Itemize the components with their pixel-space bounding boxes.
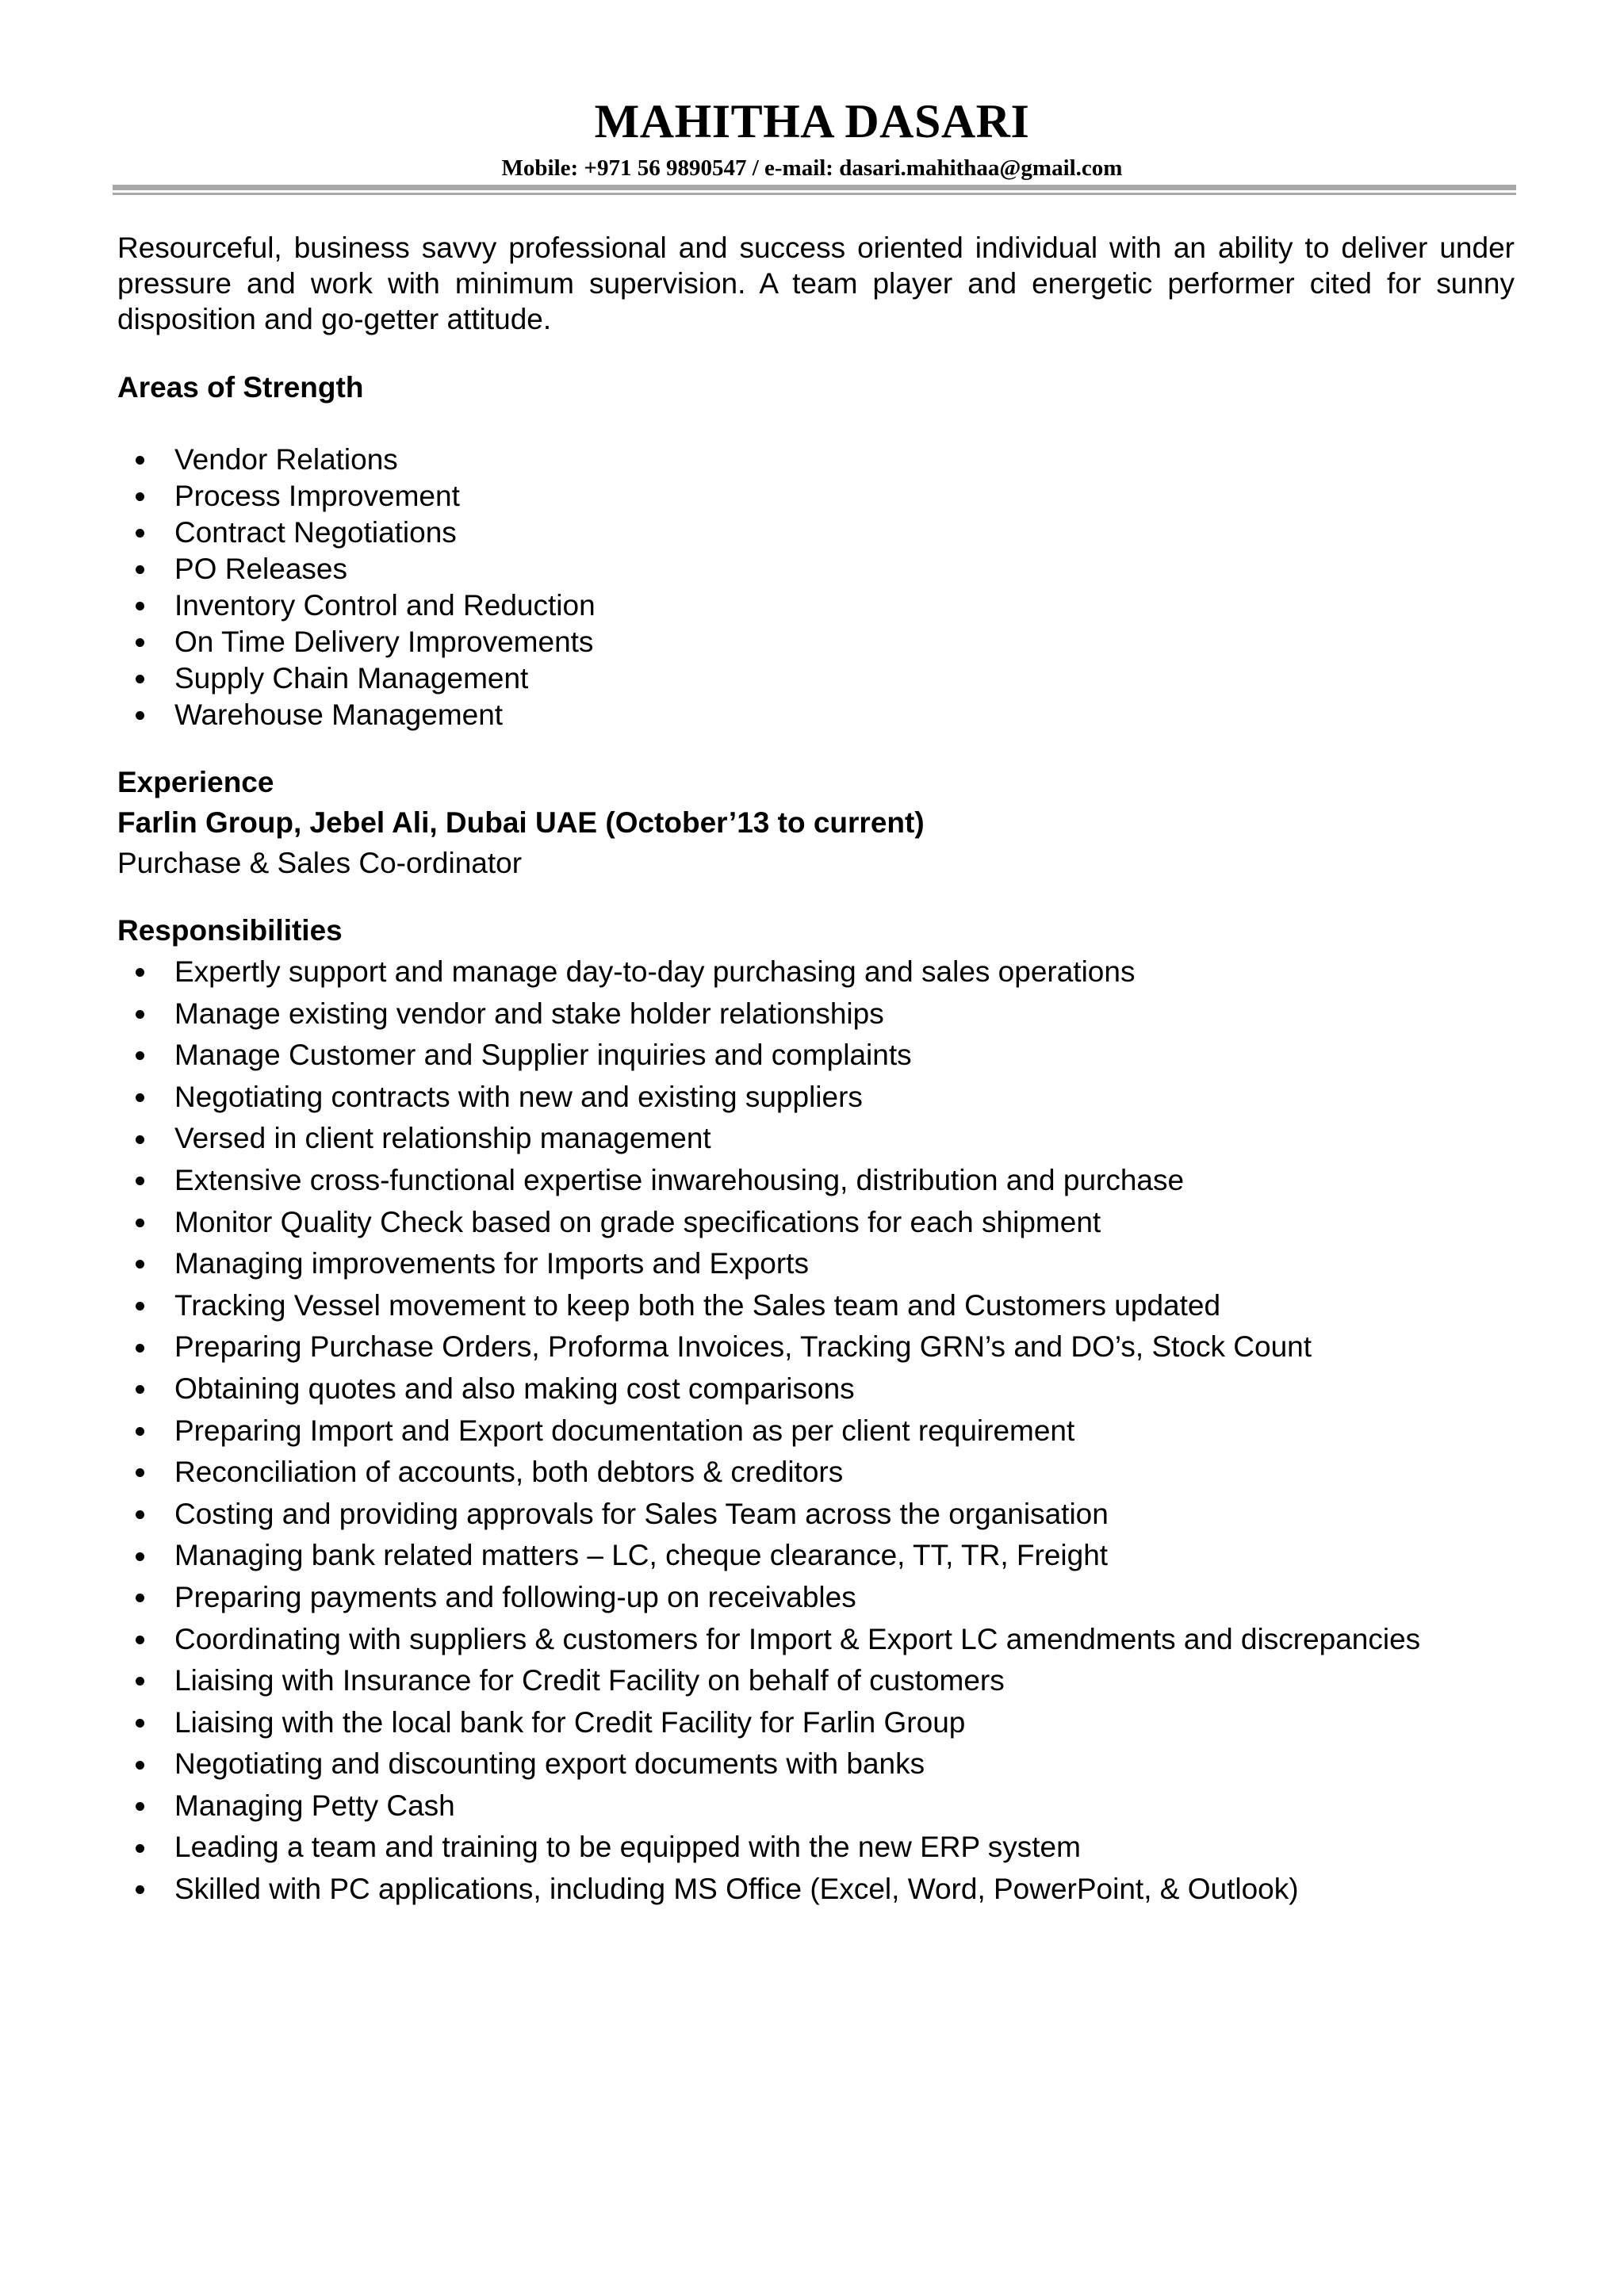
list-item bbox=[117, 515, 1515, 551]
strength-item: On Time Delivery Improvements bbox=[174, 626, 594, 658]
list-item bbox=[117, 1243, 1515, 1285]
list-item bbox=[117, 1702, 1515, 1744]
bullet-icon bbox=[136, 1802, 144, 1811]
responsibility-item: Preparing Purchase Orders, Proforma Invoices, Tracking GRN’s and DO’s, Stock Count bbox=[174, 1330, 1312, 1364]
list-item bbox=[117, 993, 1515, 1035]
responsibility-item: Preparing payments and following-up on receivables bbox=[174, 1580, 856, 1613]
bullet-icon bbox=[136, 1344, 144, 1353]
strength-item: Vendor Relations bbox=[174, 443, 398, 476]
list-item bbox=[117, 1660, 1515, 1702]
responsibility-item: Skilled with PC applications, including MS Office (Excel, Word, PowerPoint, & Outlook) bbox=[174, 1873, 1299, 1906]
bullet-icon bbox=[136, 492, 144, 501]
responsibility-item: Liaising with the local bank for Credit Facility for Farlin Group bbox=[174, 1705, 966, 1739]
bullet-icon bbox=[136, 638, 144, 647]
bullet-icon bbox=[136, 1719, 144, 1728]
list-item bbox=[117, 1827, 1515, 1869]
list-item bbox=[117, 478, 1515, 515]
list-item bbox=[117, 660, 1515, 697]
bullet-icon bbox=[136, 1302, 144, 1311]
bullet-icon bbox=[136, 1177, 144, 1185]
list-item bbox=[117, 1410, 1515, 1452]
responsibility-item: Negotiating and discounting export documents with banks bbox=[174, 1747, 925, 1781]
bullet-icon bbox=[136, 968, 144, 977]
bullet-icon bbox=[136, 1636, 144, 1644]
bullet-icon bbox=[136, 1761, 144, 1770]
bullet-icon bbox=[136, 1594, 144, 1602]
responsibility-item: Manage Customer and Supplier inquiries and complaints bbox=[174, 1039, 912, 1072]
responsibility-item: Expertly support and manage day-to-day purchasing and sales operations bbox=[174, 955, 1136, 988]
list-item bbox=[117, 624, 1515, 660]
bullet-icon bbox=[136, 565, 144, 574]
list-item bbox=[117, 1202, 1515, 1244]
list-item bbox=[117, 1077, 1515, 1119]
list-item bbox=[117, 1326, 1515, 1368]
list-item bbox=[117, 1619, 1515, 1661]
experience-company: Farlin Group, Jebel Ali, Dubai UAE (October’13 to current) bbox=[117, 806, 925, 839]
bullet-icon bbox=[136, 1219, 144, 1227]
strengths-list bbox=[117, 442, 1515, 733]
list-item bbox=[117, 1452, 1515, 1494]
experience-role: Purchase & Sales Co-ordinator bbox=[117, 847, 523, 879]
responsibility-item: Obtaining quotes and also making cost comparisons bbox=[174, 1372, 855, 1405]
list-item bbox=[117, 1160, 1515, 1202]
strength-item: Warehouse Management bbox=[174, 698, 504, 731]
bullet-icon bbox=[136, 529, 144, 538]
bullet-icon bbox=[136, 711, 144, 720]
strength-item: Contract Negotiations bbox=[174, 516, 457, 549]
list-item bbox=[117, 1785, 1515, 1827]
responsibility-item: Liaising with Insurance for Credit Facility on behalf of customers bbox=[174, 1664, 1005, 1697]
bullet-icon bbox=[136, 1135, 144, 1144]
responsibilities-heading: Responsibilities bbox=[117, 914, 343, 947]
bullet-icon bbox=[136, 1510, 144, 1519]
bullet-icon bbox=[136, 1885, 144, 1894]
bullet-icon bbox=[136, 1010, 144, 1019]
responsibilities-list bbox=[117, 951, 1515, 1911]
responsibility-item: Extensive cross-functional expertise inwarehousing, distribution and purchase bbox=[174, 1163, 1185, 1196]
header-rule-thick bbox=[113, 185, 1516, 190]
responsibility-item: Managing Petty Cash bbox=[174, 1789, 455, 1822]
responsibility-item: Monitor Quality Check based on grade specifications for each shipment bbox=[174, 1205, 1101, 1238]
strength-item: Process Improvement bbox=[174, 480, 460, 512]
list-item bbox=[117, 1285, 1515, 1327]
list-item bbox=[117, 442, 1515, 478]
bullet-icon bbox=[136, 1552, 144, 1561]
list-item bbox=[117, 1035, 1515, 1077]
list-item bbox=[117, 551, 1515, 587]
bullet-icon bbox=[136, 1844, 144, 1853]
responsibility-item: Costing and providing approvals for Sales Team across the organisation bbox=[174, 1497, 1109, 1530]
strength-item: Inventory Control and Reduction bbox=[174, 589, 596, 622]
list-item bbox=[117, 1743, 1515, 1785]
responsibility-item: Reconciliation of accounts, both debtors & creditors bbox=[174, 1456, 844, 1489]
responsibility-item: Preparing Import and Export documentation as per client requirement bbox=[174, 1414, 1075, 1447]
responsibility-item: Manage existing vendor and stake holder relationships bbox=[174, 997, 884, 1030]
strength-item: Supply Chain Management bbox=[174, 662, 529, 695]
bullet-icon bbox=[136, 1427, 144, 1436]
candidate-name: MAHITHA DASARI bbox=[594, 95, 1030, 147]
responsibility-item: Tracking Vessel movement to keep both the Sales team and Customers updated bbox=[174, 1288, 1221, 1322]
list-item bbox=[117, 1869, 1515, 1911]
list-item bbox=[117, 1494, 1515, 1536]
profile-summary: Resourceful, business savvy professional and success oriented individual with an ability to deliver under pressure and work with minimum supervision. A team player and energetic performer cited for sunny disposition and go-getter attitude. bbox=[117, 232, 1515, 335]
bullet-icon bbox=[136, 1051, 144, 1060]
responsibility-item: Managing bank related matters – LC, cheque clearance, TT, TR, Freight bbox=[174, 1539, 1109, 1572]
strength-item: PO Releases bbox=[174, 553, 347, 585]
responsibility-item: Coordinating with suppliers & customers for Import & Export LC amendments and discrepancies bbox=[174, 1622, 1421, 1655]
list-item bbox=[117, 1368, 1515, 1410]
list-item bbox=[117, 951, 1515, 993]
list-item bbox=[117, 1118, 1515, 1160]
responsibility-item: Managing improvements for Imports and Exports bbox=[174, 1247, 809, 1280]
bullet-icon bbox=[136, 1385, 144, 1394]
header-rule-thin bbox=[113, 193, 1516, 195]
bullet-icon bbox=[136, 1468, 144, 1477]
bullet-icon bbox=[136, 675, 144, 683]
strengths-heading: Areas of Strength bbox=[117, 371, 364, 404]
bullet-icon bbox=[136, 1093, 144, 1102]
list-item bbox=[117, 587, 1515, 624]
responsibility-item: Versed in client relationship management bbox=[174, 1122, 711, 1155]
list-item bbox=[117, 1535, 1515, 1577]
list-item bbox=[117, 1577, 1515, 1619]
bullet-icon bbox=[136, 456, 144, 465]
bullet-icon bbox=[136, 1260, 144, 1269]
bullet-icon bbox=[136, 1677, 144, 1686]
responsibility-item: Negotiating contracts with new and existing suppliers bbox=[174, 1080, 863, 1113]
list-item bbox=[117, 697, 1515, 733]
responsibility-item: Leading a team and training to be equipped with the new ERP system bbox=[174, 1831, 1081, 1864]
experience-heading: Experience bbox=[117, 766, 274, 798]
contact-line: Mobile: +971 56 9890547 / e-mail: dasari.mahithaa@gmail.com bbox=[501, 155, 1123, 181]
bullet-icon bbox=[136, 602, 144, 610]
